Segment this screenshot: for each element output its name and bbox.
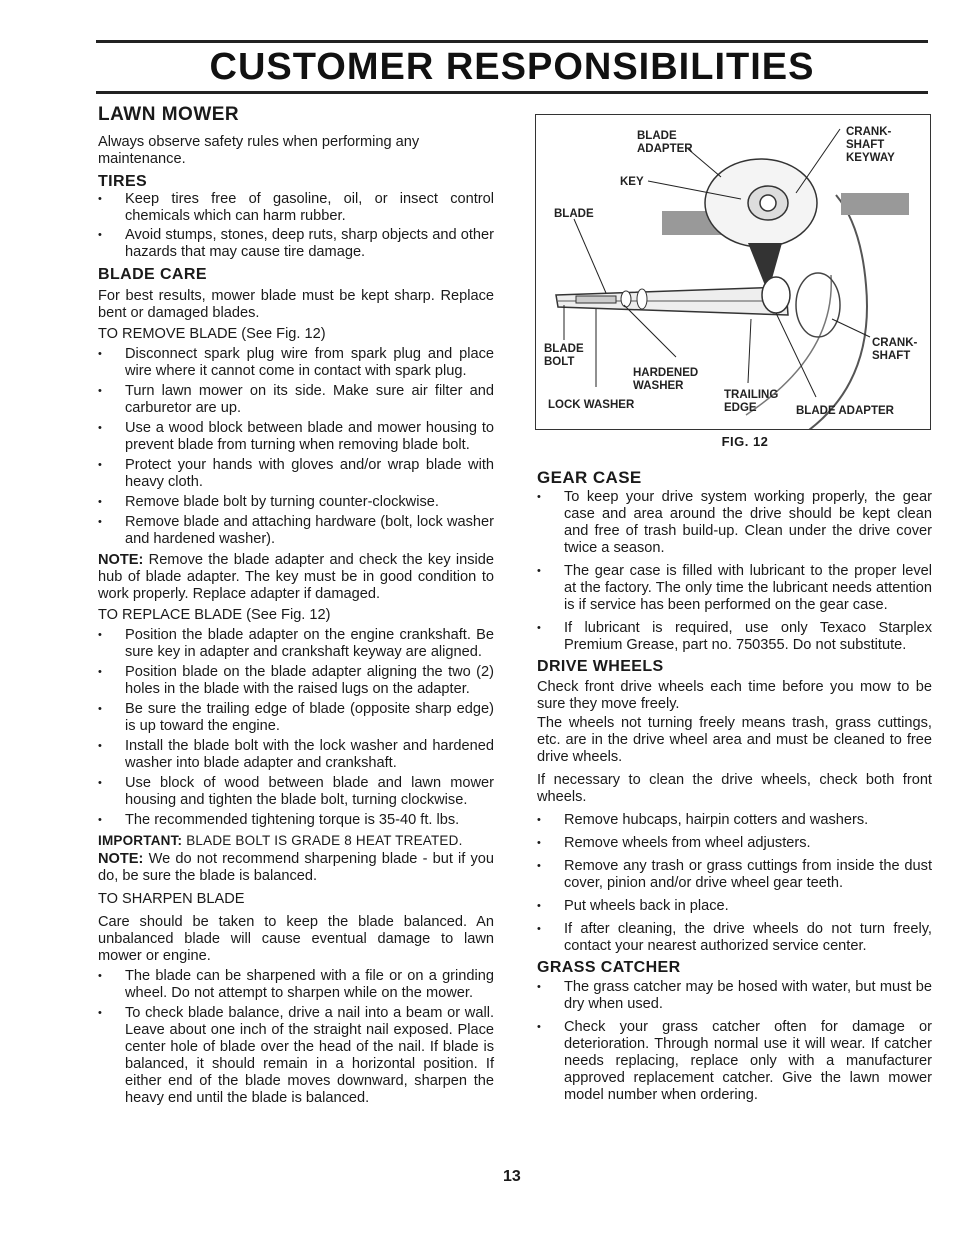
blade-adapter (762, 277, 790, 313)
list-item: • Position the blade adapter on the engine crankshaft. Be sure key in adapter and crankshaft keyway are aligned. (98, 627, 494, 661)
blade-care-heading: BLADE CARE (98, 266, 207, 283)
note-text: We do not recommend sharpening blade - but if you do, be sure the blade is balanced. (98, 851, 494, 884)
drive-wheels-para-2: The wheels not turning freely means trash, grass cuttings, etc. are in the drive wheel area and must be cleaned to free drive wheels. (537, 715, 932, 765)
list-item: • Be sure the trailing edge of blade (opposite sharp edge) is up toward the engine. (98, 701, 494, 735)
grass-catcher-list (537, 979, 932, 1104)
label-crankshaft-2: SHAFT (872, 350, 911, 362)
list-item: • Use block of wood between blade and lawn mower housing and tighten the blade bolt, turning clockwise. (98, 775, 494, 809)
label-blade-adapter-bottom: BLADE ADAPTER (796, 405, 894, 417)
leader-line (574, 219, 606, 293)
label-crankshaft-keyway-2: SHAFT (846, 139, 885, 151)
label-blade: BLADE (554, 208, 594, 220)
gear-case-list (537, 489, 932, 654)
list-item: • The blade can be sharpened with a file or on a grinding wheel. Do not attempt to sharpen while on the mower. (98, 968, 494, 1002)
list-item: • Disconnect spark plug wire from spark plug and place wire where it cannot come in contact with spark plug. (98, 346, 494, 380)
label-trailing-edge-1: TRAILING (724, 389, 779, 401)
label-trailing-edge-2: EDGE (724, 402, 757, 414)
lawn-mower-heading: LAWN MOWER (98, 104, 240, 125)
crankshaft (796, 273, 840, 337)
sharpen-intro: Care should be taken to keep the blade balanced. An unbalanced blade will cause eventual damage to lawn mower or engine. (98, 914, 494, 964)
list-item: • Check your grass catcher often for damage or deterioration. Through normal use it will wear. If catcher needs replacing, replace only with a manufacturer approved replacement catcher. Give the lawn mower model number when ordering. (537, 1019, 932, 1104)
list-item: • Keep tires free of gasoline, oil, or insect control chemicals which can harm rubber. (98, 191, 494, 225)
note-text: Remove the blade adapter and check the key inside hub of blade adapter. The key must be in good condition to work properly. Replace adapter if damaged. (98, 552, 494, 602)
blade-assembly-diagram (536, 115, 930, 429)
hatched-block (841, 193, 909, 215)
label-crankshaft-keyway-3: KEYWAY (846, 152, 895, 164)
leader-line (688, 149, 721, 177)
figure-caption: FIG. 12 (721, 434, 769, 449)
leader-line (796, 129, 840, 193)
list-item: • Remove hubcaps, hairpin cotters and washers. (537, 812, 932, 829)
leader-line (776, 313, 816, 397)
list-item: • Turn lawn mower on its side. Make sure air filter and carburetor are up. (98, 383, 494, 417)
label-hardened-washer-1: HARDENED (633, 367, 699, 379)
gear-case-heading: GEAR CASE (537, 468, 642, 487)
drive-wheels-list (537, 812, 932, 955)
sharpen-blade-heading: TO SHARPEN BLADE (98, 891, 245, 907)
list-item: • Protect your hands with gloves and/or wrap blade with heavy cloth. (98, 457, 494, 491)
important-label: IMPORTANT: (98, 833, 183, 848)
note-adapter (98, 552, 494, 603)
lawn-mower-intro: Always observe safety rules when performing any maintenance. (98, 134, 420, 167)
grass-catcher-heading: GRASS CATCHER (537, 959, 681, 976)
replace-blade-heading: TO REPLACE BLADE (See Fig. 12) (98, 607, 331, 623)
list-item: • Remove wheels from wheel adjusters. (537, 835, 932, 852)
left-column (98, 104, 494, 1107)
replace-blade-list (98, 627, 494, 829)
figure-12 (535, 114, 931, 430)
tires-list (98, 191, 494, 261)
note-sharpening (98, 851, 494, 885)
list-item: • Avoid stumps, stones, deep ruts, sharp objects and other hazards that may cause tire damage. (98, 227, 494, 261)
label-blade-bolt-2: BOLT (544, 356, 575, 368)
blade-care-intro: For best results, mower blade must be kept sharp. Replace bent or damaged blades. (98, 288, 494, 321)
page-number: 13 (503, 1168, 521, 1185)
label-key: KEY (620, 176, 644, 188)
list-item: • Use a wood block between blade and mower housing to prevent blade from turning when removing blade bolt. (98, 420, 494, 454)
important-text: BLADE BOLT IS GRADE 8 HEAT TREATED. (186, 833, 463, 848)
label-blade-adapter-top-2: ADAPTER (637, 143, 693, 155)
list-item: • To keep your drive system working properly, the gear case and area around the drive should be kept clean and free of trash build-up. Clean under the drive cover twice a season. (537, 489, 932, 557)
remove-blade-list (98, 346, 494, 548)
label-blade-adapter-top-1: BLADE (637, 130, 677, 142)
list-item: • The recommended tightening torque is 35-40 ft. lbs. (98, 812, 494, 829)
list-item: • Put wheels back in place. (537, 898, 932, 915)
list-item: • The grass catcher may be hosed with water, but must be dry when used. (537, 979, 932, 1013)
hardened-washer (637, 289, 647, 309)
list-item: • Position blade on the blade adapter aligning the two (2) holes in the blade with the raised lugs on the adapter. (98, 664, 494, 698)
remove-blade-heading: TO REMOVE BLADE (See Fig. 12) (98, 326, 326, 342)
list-item: • Remove blade and attaching hardware (bolt, lock washer and hardened washer). (98, 514, 494, 548)
important-note (98, 832, 494, 849)
label-crankshaft-keyway-1: CRANK- (846, 126, 892, 138)
leader-line (832, 319, 870, 337)
note-label: NOTE: (98, 552, 144, 568)
label-hardened-washer-2: WASHER (633, 380, 684, 392)
title-rule (96, 91, 928, 94)
note-label: NOTE: (98, 851, 144, 867)
list-item: • Remove blade bolt by turning counter-clockwise. (98, 494, 494, 511)
sharpen-list (98, 968, 494, 1107)
drive-wheels-para-3: If necessary to clean the drive wheels, check both front wheels. (537, 772, 932, 805)
lock-washer (621, 291, 631, 307)
label-lock-washer: LOCK WASHER (548, 399, 635, 411)
list-item: • Install the blade bolt with the lock washer and hardened washer into blade adapter and crankshaft. (98, 738, 494, 772)
list-item: • If lubricant is required, use only Texaco Starplex Premium Grease, part no. 750355. Do not substitute. (537, 620, 932, 654)
crankshaft-end (760, 195, 776, 211)
list-item: • To check blade balance, drive a nail into a beam or wall. Leave about one inch of the straight nail exposed. Place center hole of blade over the head of the nail. If blade is balanced, it should remain in a horizontal position. If either end of the blade moves downward, sharpen the heavy end until the blade is balanced. (98, 1005, 494, 1107)
drive-wheels-para-1: Check front drive wheels each time before you mow to be sure they move freely. (537, 679, 932, 712)
list-item: • If after cleaning, the drive wheels do not turn freely, contact your nearest authorized service center. (537, 921, 932, 955)
label-crankshaft-1: CRANK- (872, 337, 918, 349)
list-item: • The gear case is filled with lubricant to the proper level at the factory. The only time the lubricant needs attention is if service has been performed on the gear case. (537, 563, 932, 614)
right-column (537, 468, 932, 1104)
blade-bolt (576, 296, 616, 303)
leader-line (624, 305, 676, 357)
list-item: • Remove any trash or grass cuttings from inside the dust cover, pinion and/or drive wheel gear teeth. (537, 858, 932, 892)
drive-wheels-heading: DRIVE WHEELS (537, 658, 664, 675)
tires-heading: TIRES (98, 173, 148, 190)
page-title: CUSTOMER RESPONSIBILITIES (209, 46, 815, 88)
leader-line (748, 319, 751, 383)
label-blade-bolt-1: BLADE (544, 343, 584, 355)
